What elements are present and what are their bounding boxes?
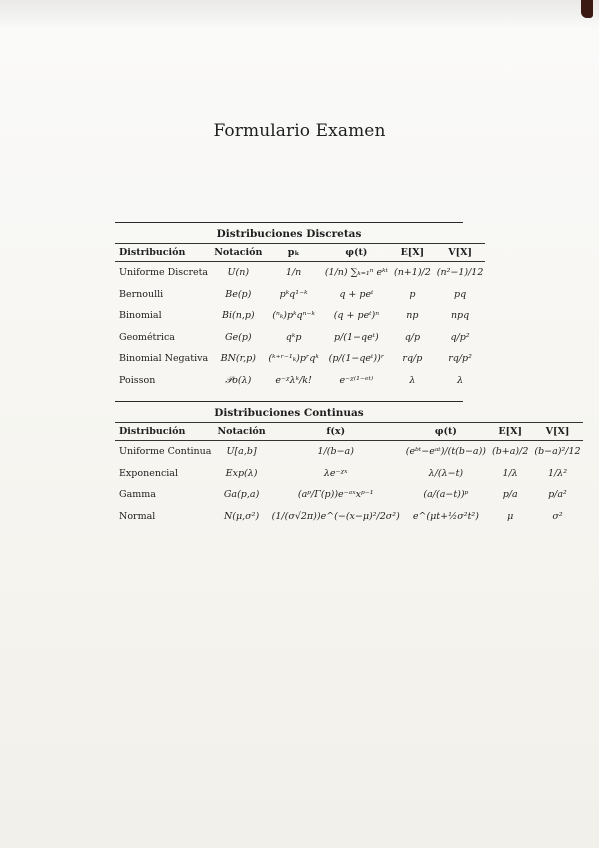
cell-expectation: p (409, 288, 416, 300)
cell-notation: BN(r,p) (220, 353, 256, 365)
cell-fx: (aᵖ/Γ(p))e⁻ᵃˣxᵖ⁻¹ (297, 489, 374, 501)
cell-distribution: Poisson (119, 374, 156, 386)
cell-variance: npq (450, 310, 470, 322)
corner-binder-mark (581, 0, 593, 18)
table-row (115, 463, 583, 485)
cell-notation: N(μ,σ²) (223, 510, 260, 522)
header-variance: V[X] (530, 423, 582, 441)
cell-fx: λe⁻ᵡˣ (323, 467, 348, 479)
cell-distribution: Uniforme Discreta (119, 267, 209, 279)
cell-variance: (n²−1)/12 (436, 267, 484, 279)
cell-notation: 𝒫o(λ) (225, 374, 252, 386)
cell-phi: (1/n) ∑ₖ₌₁ⁿ eᵏᵗ (324, 267, 388, 279)
cell-pk: e⁻ᵡλᵏ/k! (275, 374, 312, 386)
continuous-distributions-table (115, 401, 581, 527)
cell-expectation: np (406, 310, 419, 322)
cell-notation: Ga(p,a) (223, 489, 260, 501)
cell-notation: Exp(λ) (225, 467, 258, 479)
cell-distribution: Geométrica (119, 331, 175, 343)
table-row (115, 484, 583, 506)
cell-distribution: Exponencial (119, 467, 179, 479)
cell-phi: e^(μt+½σ²t²) (412, 510, 479, 522)
cell-variance: σ² (552, 510, 563, 522)
discrete-distributions-table (115, 222, 484, 391)
cell-distribution: Binomial Negativa (119, 353, 209, 365)
page-edge-shadow (0, 0, 599, 28)
cell-phi: (p/(1−qeᵗ))ʳ (328, 353, 385, 365)
cell-distribution: Gamma (119, 489, 156, 501)
header-phi: φ(t) (321, 244, 390, 262)
document-title: Formulario Examen (213, 121, 386, 141)
table-row (115, 370, 485, 392)
cell-expectation: p/a (502, 489, 518, 501)
cell-variance: λ (457, 374, 464, 386)
cell-expectation: (b+a)/2 (492, 446, 529, 458)
cell-notation: U(n) (227, 267, 250, 279)
continuous-table (115, 422, 583, 527)
header-distribucion: Distribución (115, 423, 213, 441)
table-row (115, 284, 485, 306)
header-variance: V[X] (433, 244, 486, 262)
cell-notation: Be(p) (225, 288, 252, 300)
cell-distribution: Uniforme Continua (119, 446, 212, 458)
continuous-table-caption: Distribuciones Continuas (214, 407, 364, 419)
cell-pk: (ⁿₖ)pᵏqⁿ⁻ᵏ (272, 310, 315, 322)
cell-phi: e⁻ᵡ⁽¹⁻ᵉᵗ⁾ (339, 374, 374, 386)
cell-variance: rq/p² (448, 353, 472, 365)
cell-phi: (q + peᵗ)ⁿ (333, 310, 380, 322)
cell-variance: 1/λ² (547, 467, 568, 479)
discrete-table-caption: Distribuciones Discretas (216, 228, 362, 240)
discrete-table (115, 243, 485, 391)
cell-notation: Ge(p) (224, 331, 252, 343)
cell-variance: (b−a)²/12 (534, 446, 581, 458)
cell-notation: Bi(n,p) (221, 310, 255, 322)
cell-phi: λ/(λ−t) (428, 467, 464, 479)
header-expectation: E[X] (390, 244, 433, 262)
cell-distribution: Bernoulli (119, 288, 164, 300)
header-fx: f(x) (268, 423, 402, 441)
cell-phi: q + peᵗ (339, 288, 374, 300)
table-row (115, 441, 583, 463)
table-row (115, 348, 485, 370)
cell-distribution: Normal (119, 510, 156, 522)
cell-expectation: 1/λ (502, 467, 518, 479)
cell-distribution: Binomial (119, 310, 162, 322)
cell-pk: qᵏp (285, 331, 302, 343)
cell-expectation: rq/p (402, 353, 423, 365)
cell-expectation: λ (409, 374, 416, 386)
header-expectation: E[X] (488, 423, 530, 441)
cell-fx: (1/(σ√2π))e^(−(x−μ)²/2σ²) (271, 510, 400, 522)
discrete-header-row (115, 244, 485, 262)
cell-pk: pᵏq¹⁻ᵏ (279, 288, 308, 300)
cell-variance: p/a² (548, 489, 567, 501)
cell-phi: p/(1−qeᵗ) (334, 331, 379, 343)
cell-phi: (eᵇᵗ−eᵃᵗ)/(t(b−a)) (405, 446, 486, 458)
cell-expectation: (n+1)/2 (393, 267, 431, 279)
header-pk: pₖ (264, 244, 320, 262)
header-phi: φ(t) (402, 423, 488, 441)
cell-pk: (ᵏ⁺ʳ⁻¹ₖ)pʳqᵏ (268, 353, 319, 365)
cell-pk: 1/n (285, 267, 302, 279)
table-row (115, 305, 485, 327)
continuous-header-row (115, 423, 583, 441)
cell-variance: pq (454, 288, 467, 300)
cell-expectation: μ (507, 510, 514, 522)
cell-notation: U[a,b] (226, 446, 257, 458)
table-row (115, 327, 485, 349)
table-row (115, 506, 583, 528)
header-notacion: Notación (213, 423, 267, 441)
cell-phi: (a/(a−t))ᵖ (423, 489, 469, 501)
cell-expectation: q/p (404, 331, 421, 343)
header-notacion: Notación (210, 244, 264, 262)
header-distribucion: Distribución (115, 244, 210, 262)
table-row (115, 262, 485, 284)
cell-fx: 1/(b−a) (317, 446, 354, 458)
cell-variance: q/p² (450, 331, 470, 343)
